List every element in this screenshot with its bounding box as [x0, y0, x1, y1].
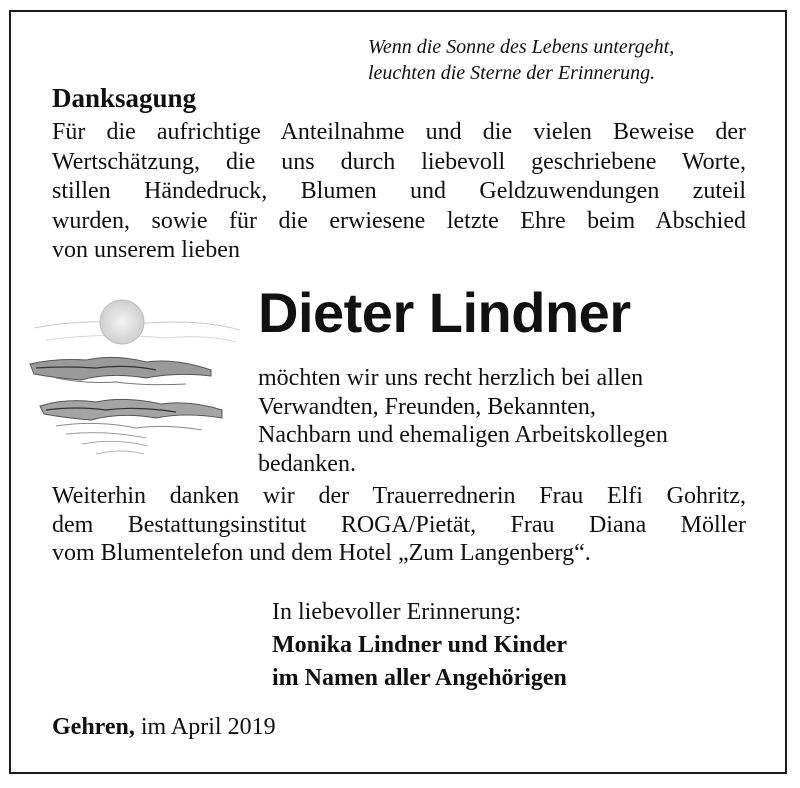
signature-relatives: im Namen aller Angehörigen: [272, 665, 567, 691]
further-thanks-paragraph: [52, 482, 746, 568]
signature-names: Monika Lindner und Kinder: [272, 632, 567, 658]
intro-line: stillen Händedruck, Blumen und Geldzuwendungen zuteil: [52, 178, 746, 204]
further-line: Weiterhin danken wir der Trauerrednerin Frau Elfi Gohritz,: [52, 483, 746, 509]
thanks-paragraph: [258, 364, 748, 478]
notice-heading: Danksagung: [52, 83, 197, 113]
further-line: vom Blumentelefon und dem Hotel „Zum Langenberg“.: [52, 540, 591, 566]
intro-line: Wertschätzung, die uns durch liebevoll geschriebene Worte,: [52, 148, 746, 175]
thanks-line: möchten wir uns recht herzlich bei allen: [258, 365, 644, 391]
thanks-line: bedanken.: [258, 450, 356, 477]
sunset-landscape-icon: [26, 288, 248, 468]
place-name: Gehren,: [52, 714, 135, 740]
motto-quote: [368, 34, 748, 86]
place-date: [52, 712, 276, 742]
intro-paragraph: [52, 118, 746, 266]
thanks-line: Nachbarn und ehemaligen Arbeitskollegen: [258, 422, 668, 448]
notice-date: im April 2019: [140, 714, 276, 740]
signature-block: [272, 596, 567, 695]
signature-intro: In liebevoller Erinnerung:: [272, 599, 522, 625]
intro-line: Für die aufrichtige Anteilnahme und die vielen Beweise der: [52, 119, 746, 145]
deceased-name: Dieter Lindner: [258, 281, 631, 344]
intro-line: wurden, sowie für die erwiesene letzte Ehre beim Abschied: [52, 207, 746, 234]
intro-line: von unserem lieben: [52, 237, 240, 263]
thanks-line: Verwandten, Freunden, Bekannten,: [258, 393, 596, 420]
further-line: dem Bestattungsinstitut ROGA/Pietät, Frau Diana Möller: [52, 511, 746, 538]
motto-line-2: leuchten die Sterne der Erinnerung.: [368, 62, 656, 84]
motto-line-1: Wenn die Sonne des Lebens untergeht,: [368, 36, 675, 58]
